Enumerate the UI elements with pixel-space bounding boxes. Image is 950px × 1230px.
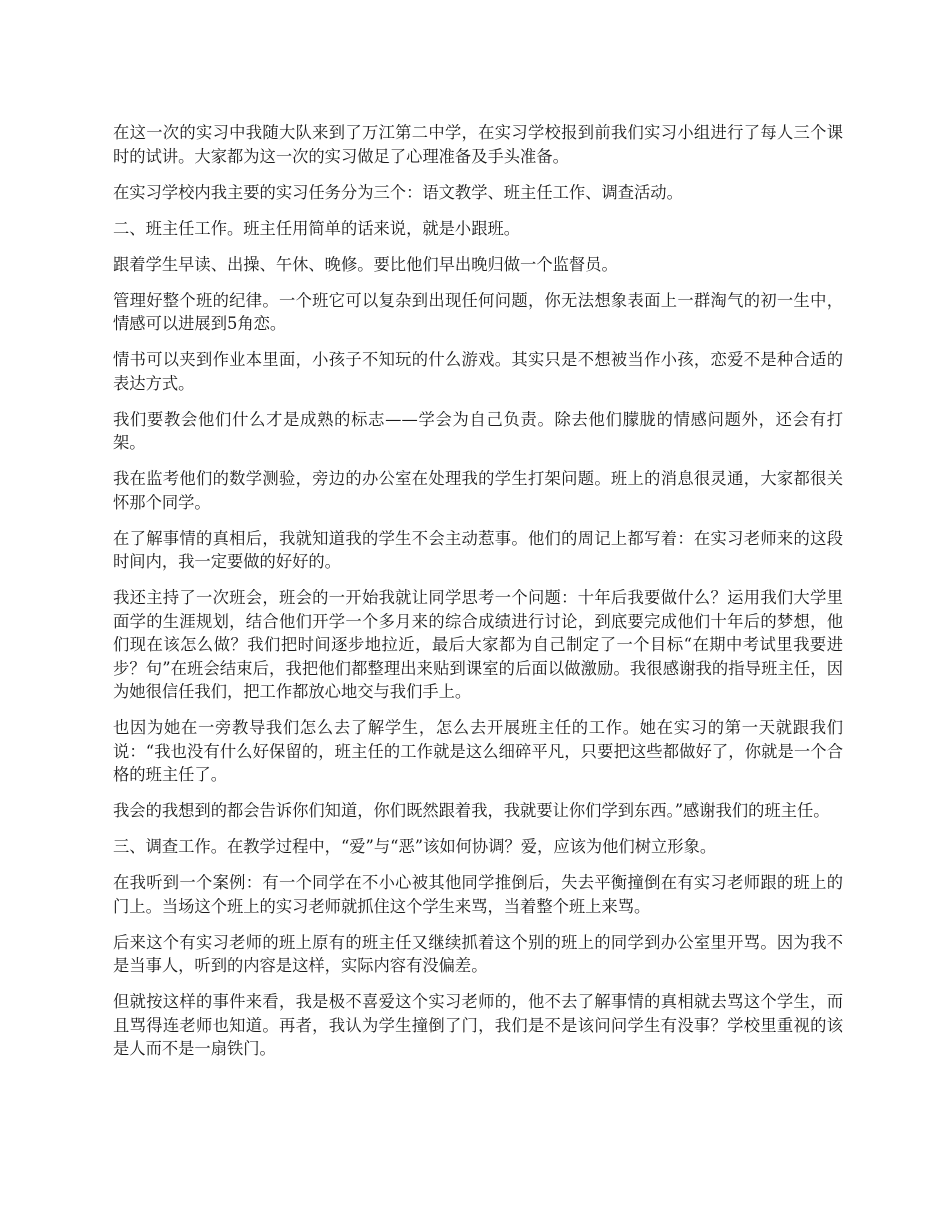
paragraph: 在我听到一个案例：有一个同学在不小心被其他同学推倒后，失去平衡撞倒在有实习老师跟的班上的门上。当场这个班上的实习老师就抓住这个学生来骂，当着整个班上来骂。 [113,873,843,916]
paragraph: 我在监考他们的数学测验，旁边的办公室在处理我的学生打架问题。班上的消息很灵通，大家都很关怀那个同学。 [113,469,843,512]
section-heading-paragraph: 二、班主任工作。班主任用简单的话来说，就是小跟班。 [113,218,521,238]
paragraph: 情书可以夹到作业本里面，小孩子不知玩的什么游戏。其实只是不想被当作小孩，恋爱不是种合适的表达方式。 [113,350,843,393]
paragraph: 我们要教会他们什么才是成熟的标志——学会为自己负责。除去他们朦胧的情感问题外，还会有打架。 [113,409,843,452]
document-body [113,121,843,1073]
paragraph: 我还主持了一次班会，班会的一开始我就让同学思考一个问题：十年后我要做什么？运用我们大学里面学的生涯规划，结合他们开学一个多月来的综合成绩进行讨论，到底要完成他们十年后的梦想，他们现在该怎么做？我们把时间逐步地拉近，最后大家都为自己制定了一个目标“在期中考试里我要进步？句”在班会结束后，我把他们都整理出来贴到课室的后面以做激励。我很感谢我的指导班主任，因为她很信任我们，把工作都放心地交与我们手上。 [113,588,843,701]
paragraph: 跟着学生早读、出操、午休、晚修。要比他们早出晚归做一个监督员。 [113,254,618,274]
paragraph: 我会的我想到的都会告诉你们知道，你们既然跟着我，我就要让你们学到东西。”感谢我们的班主任。 [113,801,830,820]
paragraph: 后来这个有实习老师的班上原有的班主任又继续抓着这个别的班上的同学到办公室里开骂。因为我不是当事人，听到的内容是这样，实际内容有没偏差。 [113,932,843,975]
paragraph: 在了解事情的真相后，我就知道我的学生不会主动惹事。他们的周记上都写着：在实习老师来的这段时间内，我一定要做的好好的。 [113,528,843,571]
section-heading-paragraph: 三、调查工作。在教学过程中，“爱”与“恶”该如何协调？爱，应该为他们树立形象。 [113,837,717,856]
paragraph: 管理好整个班的纪律。一个班它可以复杂到出现任何问题，你无法想象表面上一群淘气的初一生中，情感可以进展到5角恋。 [113,290,843,333]
paragraph: 也因为她在一旁教导我们怎么去了解学生，怎么去开展班主任的工作。她在实习的第一天就跟我们说：“我也没有什么好保留的，班主任的工作就是这么细碎平凡，只要把这些都做好了，你就是一个合格的班主任了。 [113,718,843,784]
paragraph: 但就按这样的事件来看，我是极不喜爱这个实习老师的，他不去了解事情的真相就去骂这个学生，而且骂得连老师也知道。再者，我认为学生撞倒了门，我们是不是该问问学生有没事？学校里重视的该是人而不是一扇铁门。 [113,992,843,1058]
paragraph: 在这一次的实习中我随大队来到了万江第二中学，在实习学校报到前我们实习小组进行了每人三个课时的试讲。大家都为这一次的实习做足了心理准备及手头准备。 [113,123,843,166]
paragraph: 在实习学校内我主要的实习任务分为三个：语文教学、班主任工作、调查活动。 [113,182,683,202]
